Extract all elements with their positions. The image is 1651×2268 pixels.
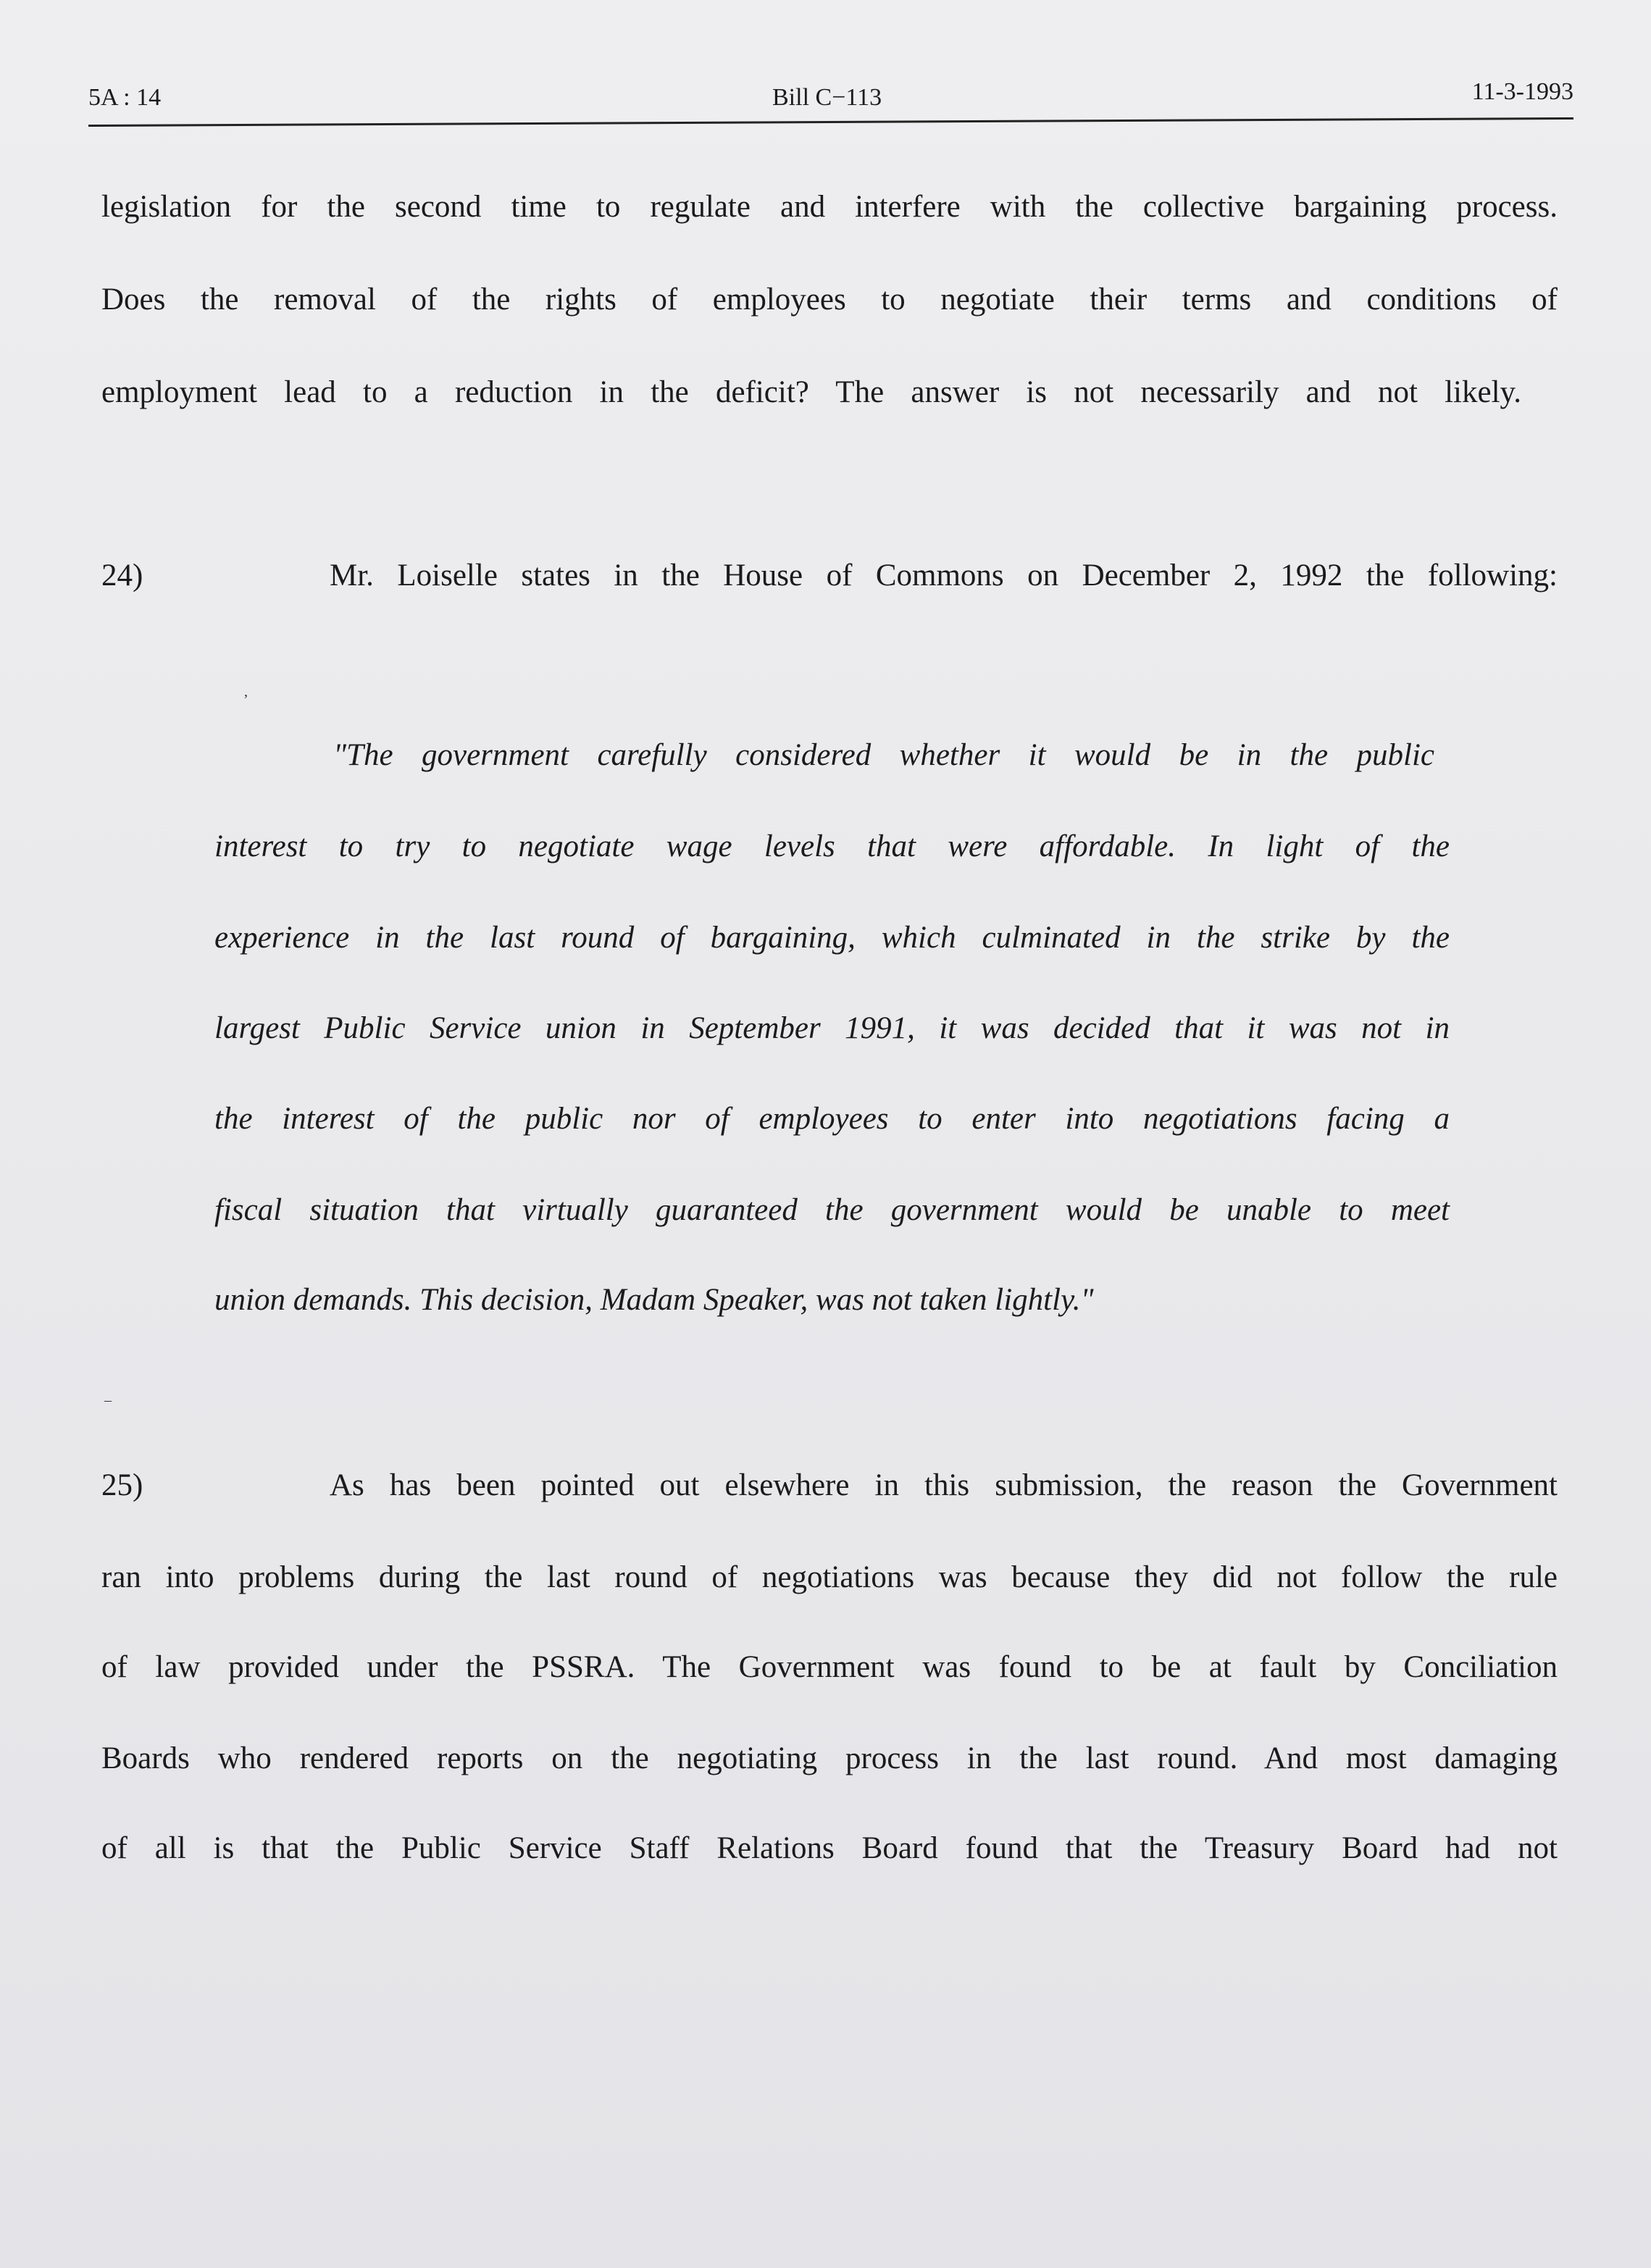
page-date: 11-3-1993 [1471,78,1573,105]
body-line: ran into problems during the last round of negotiations was because they did not follow the rule [101,1560,1558,1594]
body-line: of all is that the Public Service Staff Relations Board found that the Treasury Board had not [101,1831,1558,1865]
quote-line: fiscal situation that virtually guaranteed the government would be unable to meet [214,1193,1450,1227]
body-line: Does the removal of the rights of employees to negotiate their terms and conditions of [101,283,1558,317]
stray-dash: – [104,1392,112,1408]
quote-line: experience in the last round of bargaining, which culminated in the strike by the [214,921,1450,955]
quote-line: largest Public Service union in September 1991, it was decided that it was not in [214,1011,1450,1045]
paragraph-lead: Mr. Loiselle states in the House of Commons on December 2, 1992 the following: [330,558,1558,593]
body-line: legislation for the second time to regulate and interfere with the collective bargaining process. [101,190,1558,224]
body-line: employment lead to a reduction in the deficit? The answer is not necessarily and not likely. [101,375,1521,409]
bill-title: Bill C−113 [772,84,882,111]
quote-line: interest to try to negotiate wage levels that were affordable. In light of the [214,829,1450,863]
paragraph-lead: As has been pointed out elsewhere in this submission, the reason the Government [330,1468,1558,1502]
quote-line: the interest of the public nor of employees to enter into negotiations facing a [214,1102,1450,1136]
stray-mark: ‚ [243,684,248,700]
quote-line: "The government carefully considered whether it would be in the public [333,738,1434,772]
quote-line: union demands. This decision, Madam Speaker, was not taken lightly." [214,1283,1094,1317]
body-line: Boards who rendered reports on the negotiating process in the last round. And most damaging [101,1741,1558,1775]
paragraph-number: 25) [101,1468,143,1502]
paragraph-number: 24) [101,558,143,593]
body-line: of law provided under the PSSRA. The Government was found to be at fault by Conciliation [101,1650,1558,1684]
page-number: 5A : 14 [88,84,162,111]
